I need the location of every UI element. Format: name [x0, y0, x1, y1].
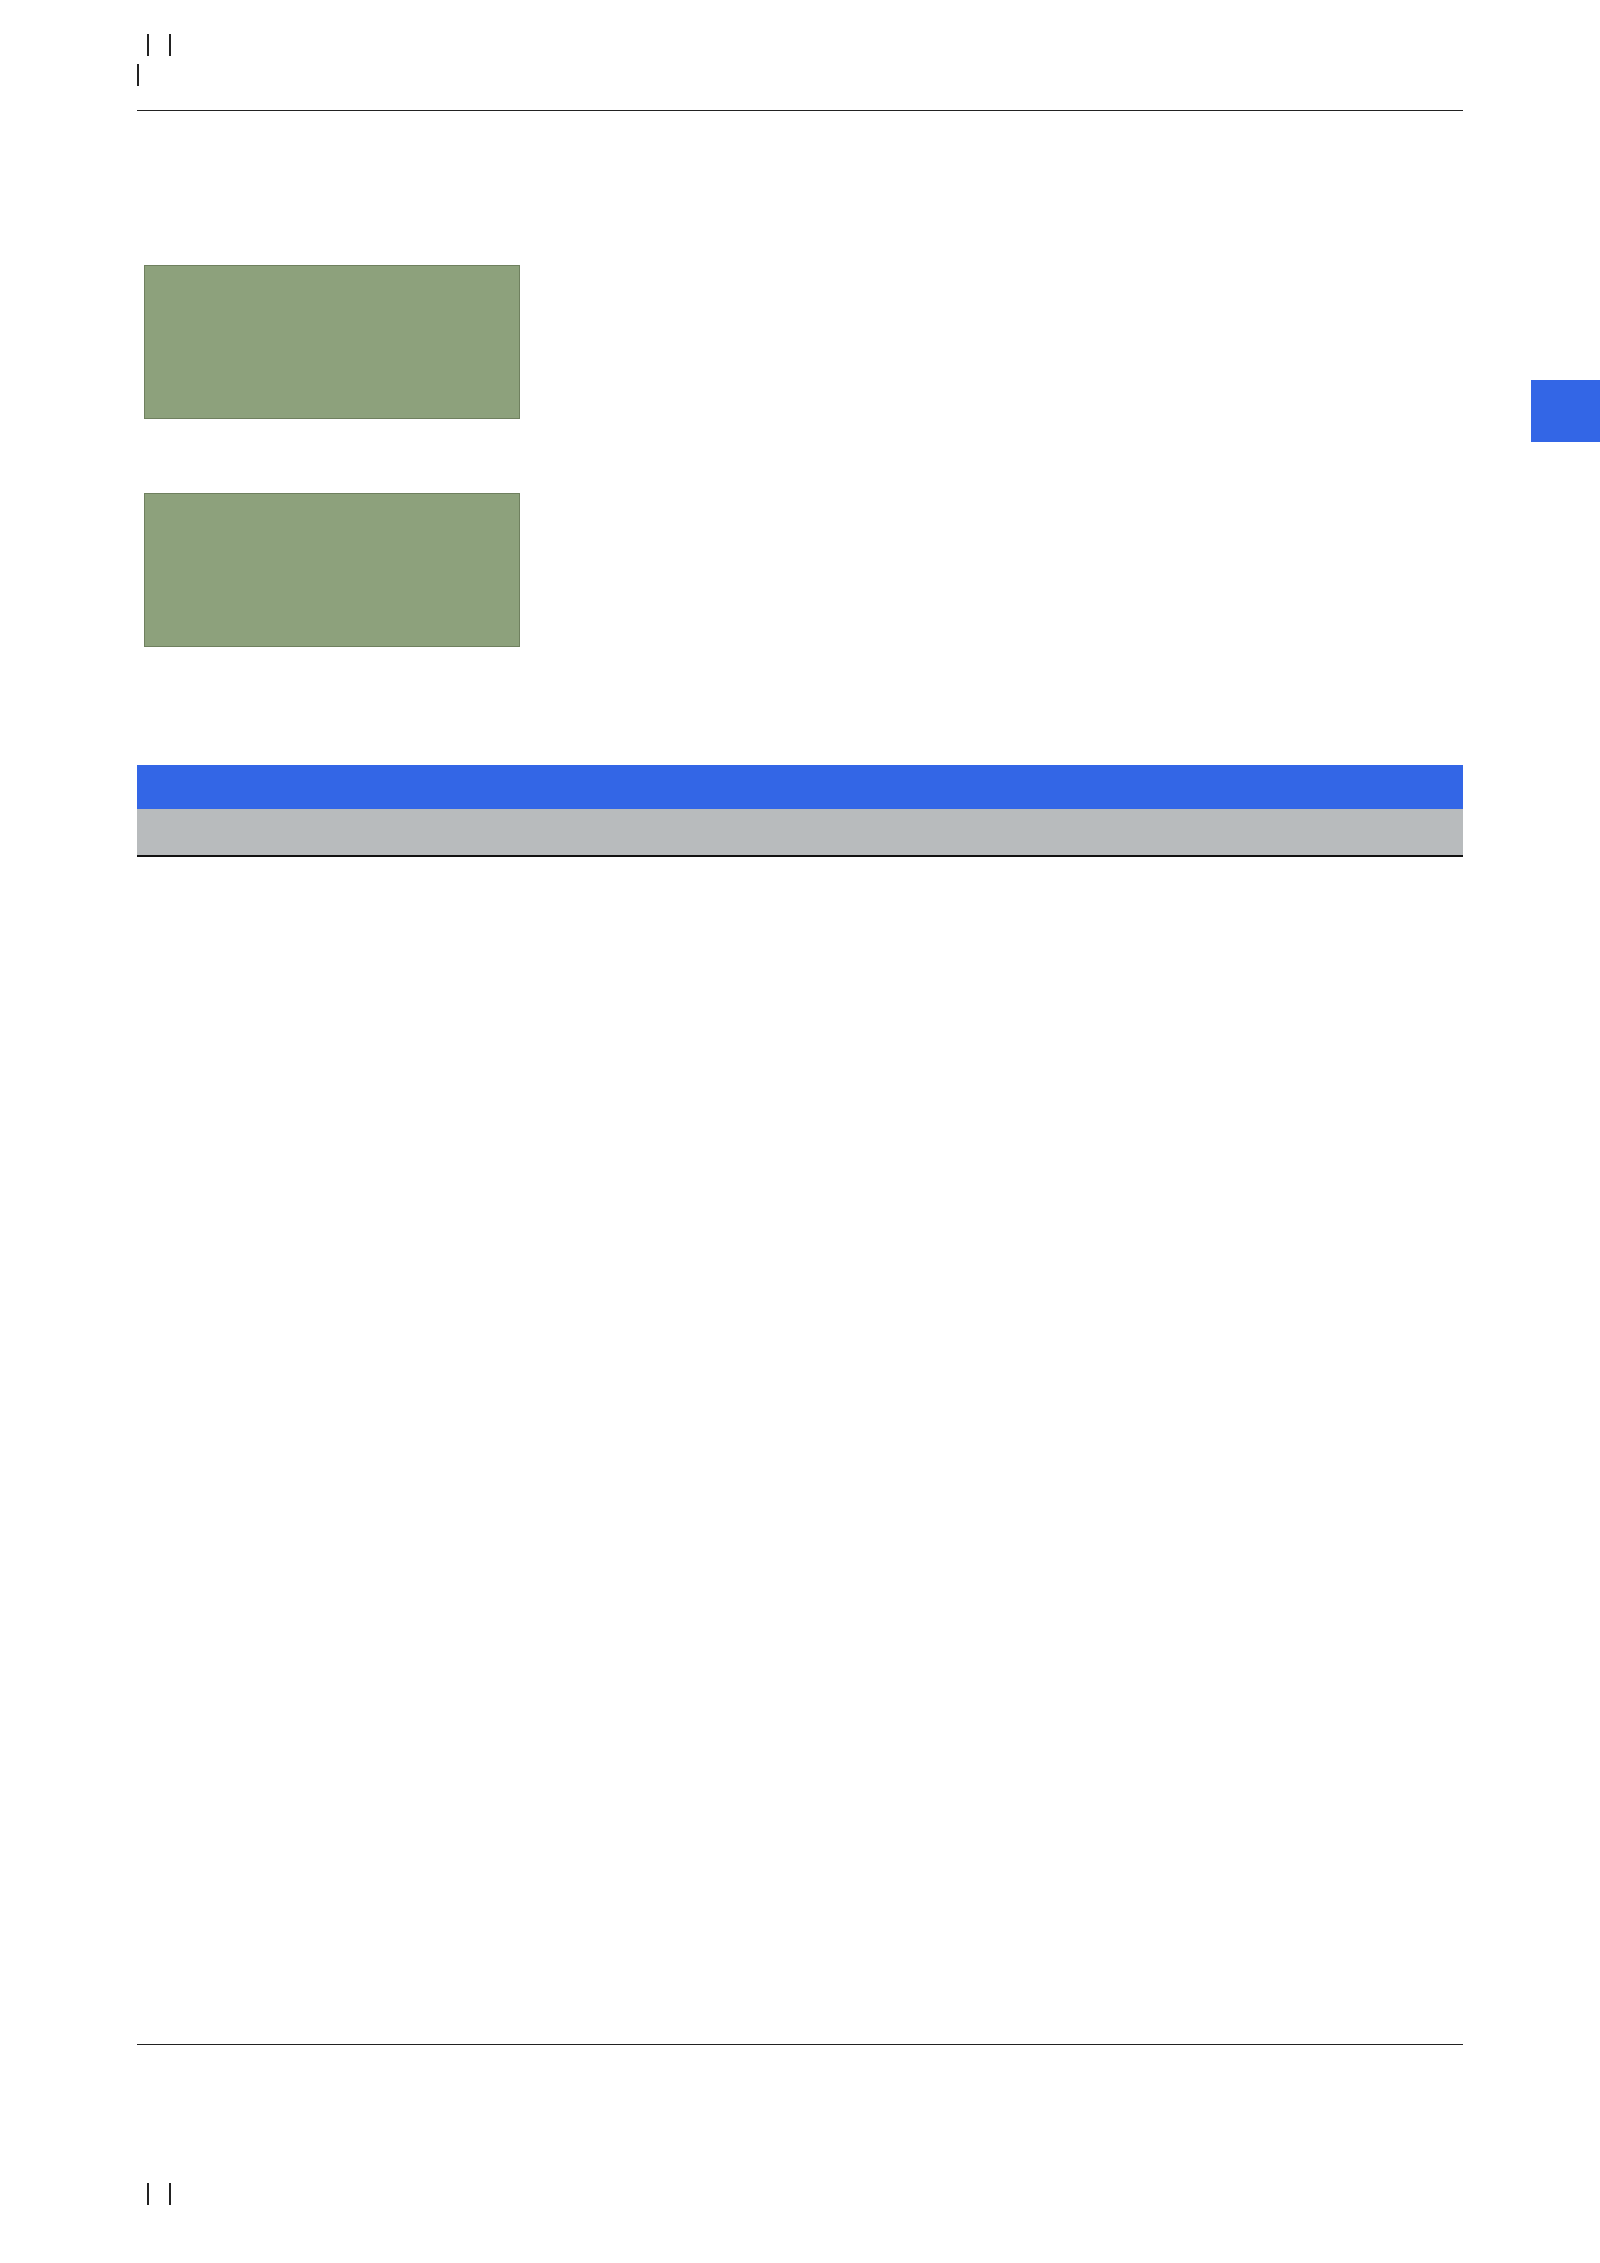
header-subtitle	[137, 63, 149, 89]
alarm-lcd-display	[144, 493, 520, 647]
standard-lcd-display	[144, 265, 520, 419]
separator	[147, 2183, 149, 2205]
section-tab	[1531, 380, 1600, 442]
table-title	[137, 765, 1463, 809]
separator	[137, 64, 139, 86]
separator	[169, 2183, 171, 2205]
page-header	[137, 28, 1463, 111]
page-footer	[137, 2182, 181, 2208]
separator	[147, 34, 149, 56]
table-header-row	[137, 809, 1463, 857]
separator	[169, 34, 171, 56]
table-title-text	[137, 774, 145, 800]
table-bottom-rule	[137, 2044, 1463, 2045]
header-title	[137, 33, 181, 59]
